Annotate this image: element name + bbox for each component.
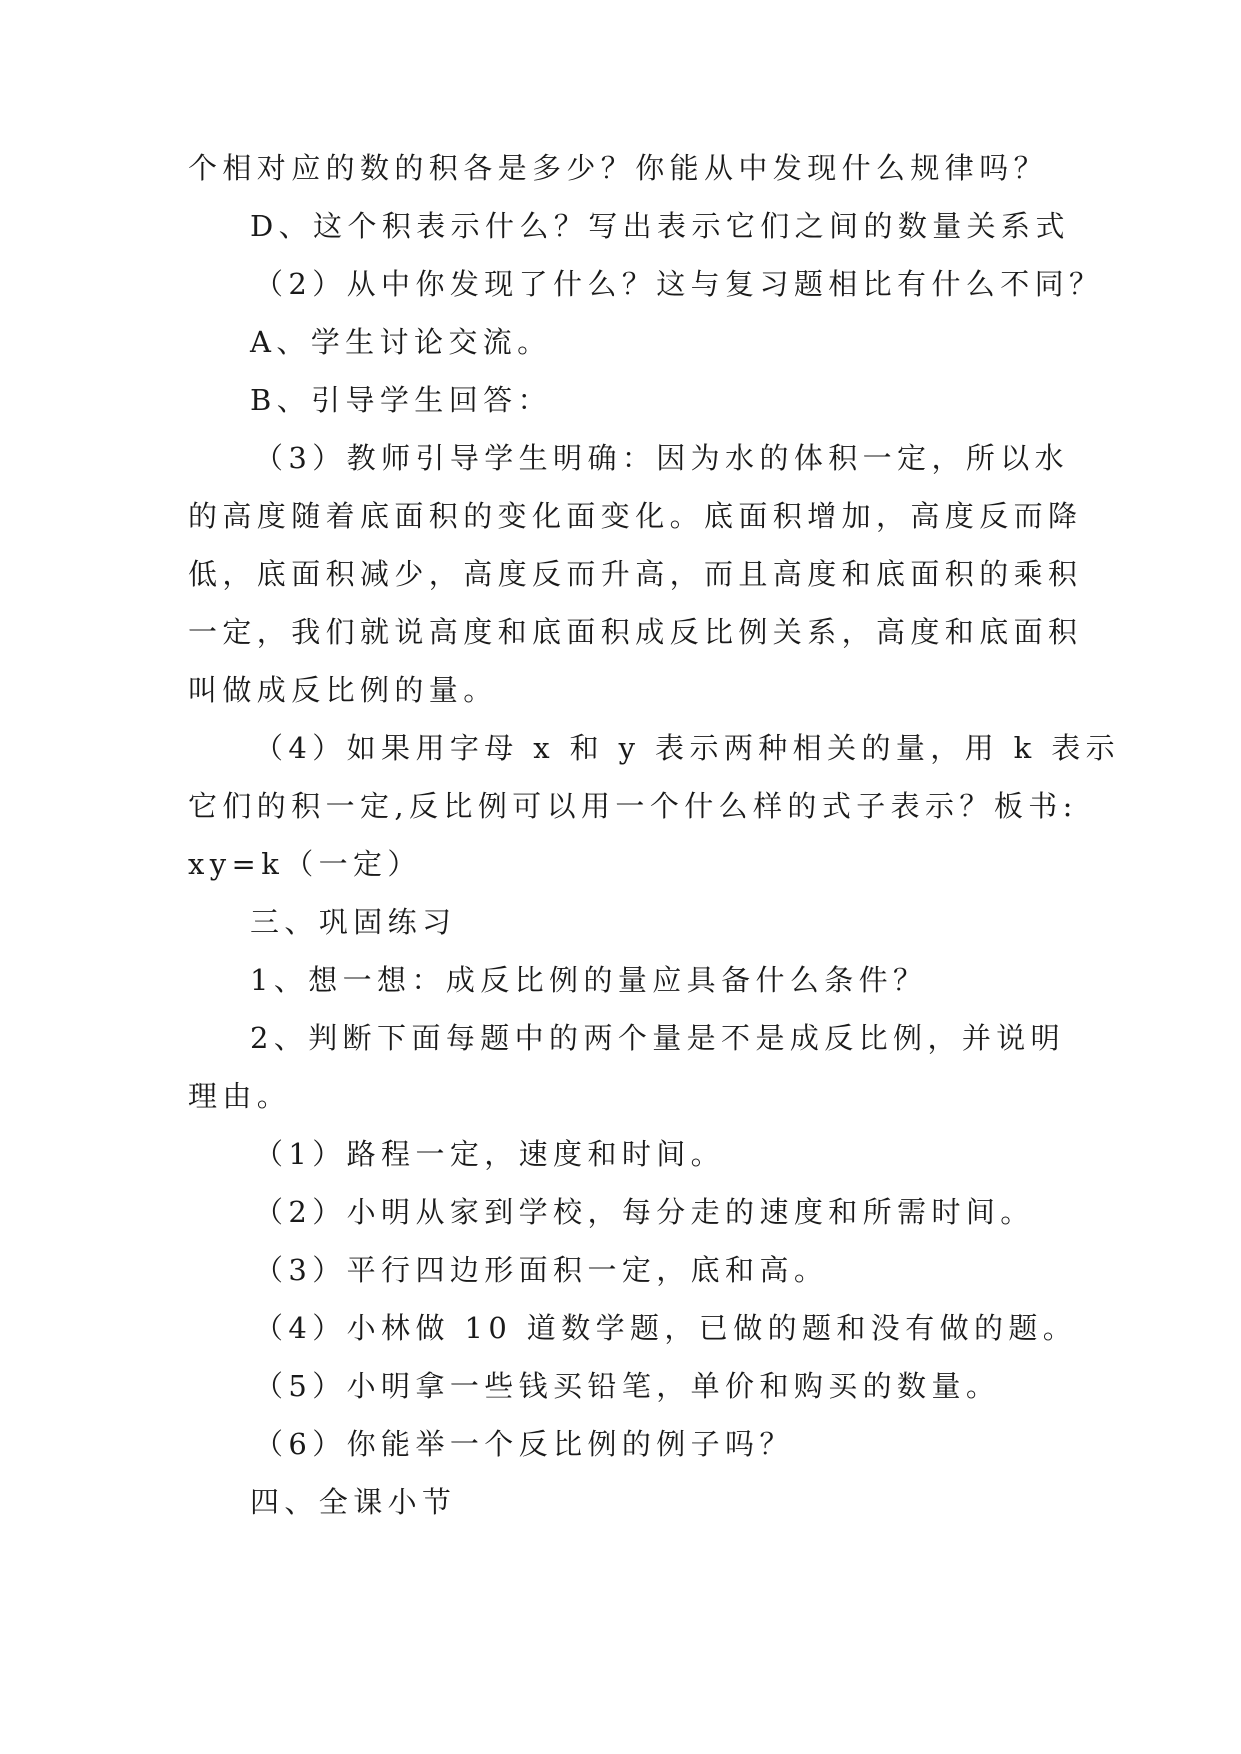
text-line: （3）教师引导学生明确：因为水的体积一定，所以水 [254, 441, 1070, 475]
text-line: xy=k（一定） [188, 847, 422, 881]
text-line: 叫做成反比例的量。 [188, 673, 498, 707]
section-heading: 三、巩固练习 [250, 905, 457, 939]
text-line: （4）如果用字母 x 和 y 表示两种相关的量，用 k 表示 [254, 731, 1121, 765]
list-item: （4）小林做 10 道数学题，已做的题和没有做的题。 [254, 1311, 1078, 1345]
text-line: 一定，我们就说高度和底面积成反比例关系，高度和底面积 [188, 615, 1083, 649]
text-line: D、这个积表示什么？写出表示它们之间的数量关系式 [250, 209, 1070, 243]
text-line: 个相对应的数的积各是多少？你能从中发现什么规律吗？ [188, 151, 1049, 185]
list-item: （6）你能举一个反比例的例子吗？ [254, 1427, 794, 1461]
text-line: A、学生讨论交流。 [250, 325, 552, 359]
text-line: 1、想一想：成反比例的量应具备什么条件？ [250, 963, 928, 997]
list-item: （2）小明从家到学校，每分走的速度和所需时间。 [254, 1195, 1035, 1229]
section-heading: 四、全课小节 [250, 1485, 457, 1519]
text-line: B、引导学生回答： [250, 383, 552, 417]
text-line: 的高度随着底面积的变化面变化。底面积增加，高度反而降 [188, 499, 1083, 533]
text-line: 理由。 [188, 1079, 292, 1113]
text-line: 它们的积一定,反比例可以用一个什么样的式子表示？板书: [188, 789, 1078, 823]
list-item: （3）平行四边形面积一定，底和高。 [254, 1253, 829, 1287]
text-line: 低，底面积减少，高度反而升高，而且高度和底面积的乘积 [188, 557, 1083, 591]
list-item: （1）路程一定，速度和时间。 [254, 1137, 726, 1171]
text-line: 2、判断下面每题中的两个量是不是成反比例，并说明 [250, 1021, 1066, 1055]
list-item: （5）小明拿一些钱买铅笔，单价和购买的数量。 [254, 1369, 1001, 1403]
text-line: （2）从中你发现了什么？这与复习题相比有什么不同？ [254, 267, 1104, 301]
